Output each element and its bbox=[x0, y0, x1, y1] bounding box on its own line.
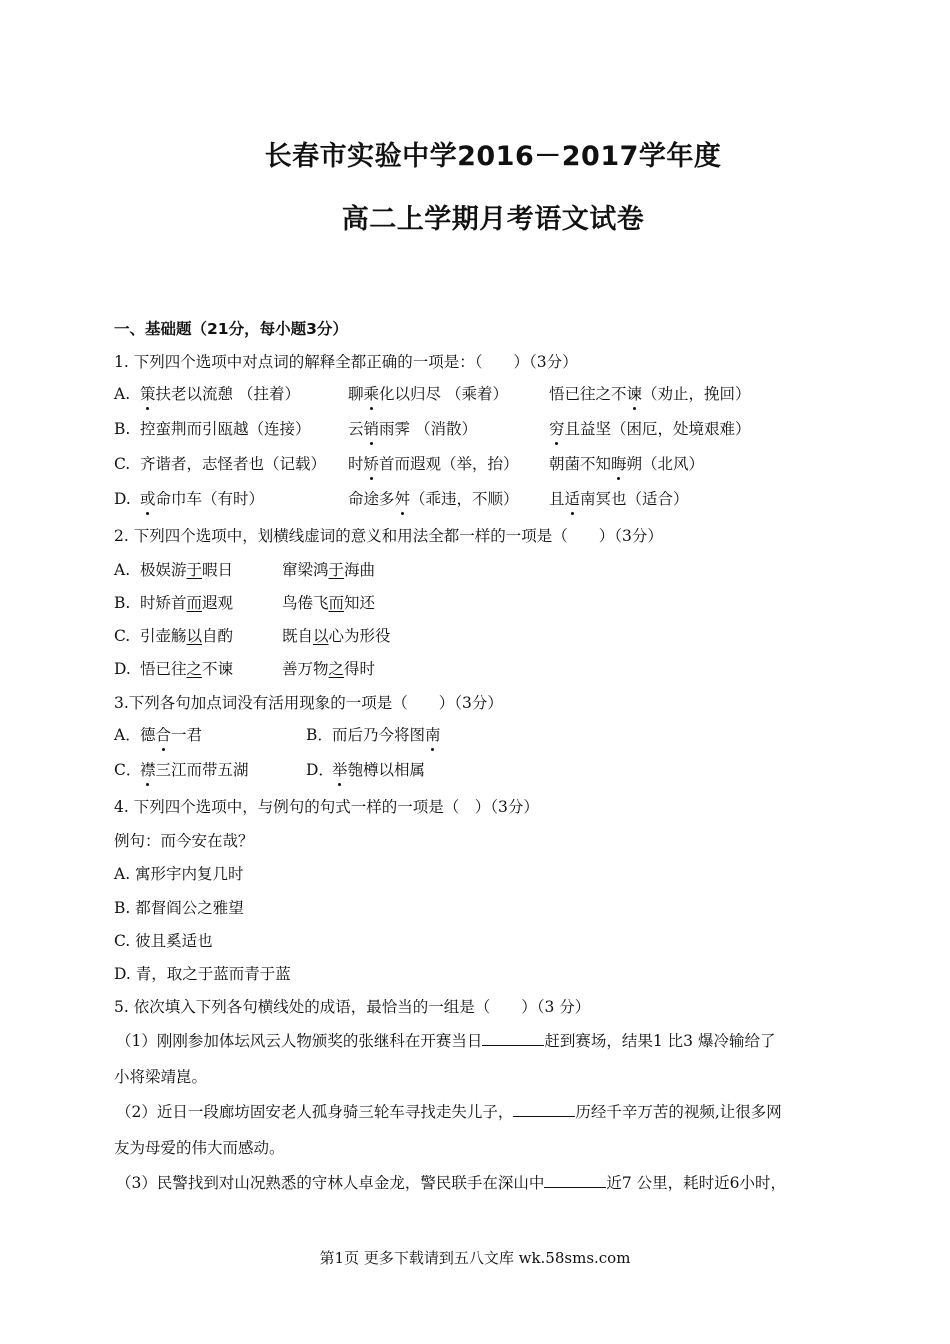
q5-sentence-1-cont: 小将梁靖崑。 bbox=[114, 1068, 208, 1086]
q5-sentence-3: （3）民警找到对山况熟悉的守林人卓金龙，警民联手在深山中 近7 公里，耗时近6小时， bbox=[116, 1174, 787, 1192]
option-label: A. bbox=[114, 385, 131, 403]
q3-option-d: 举匏樽以相属 bbox=[332, 761, 426, 779]
q1-c-col1: 齐谐者，志怪者也（记载） bbox=[140, 455, 327, 473]
q1-c-col2: 时矫首而遐观（举，抬） bbox=[348, 455, 519, 473]
option-label: D. bbox=[114, 490, 131, 508]
q2-d-part1: 悟已往之不谏 bbox=[140, 660, 234, 678]
option-label: D. bbox=[114, 660, 131, 678]
q5-stem: 5. 依次填入下列各句横线处的成语，最恰当的一组是（ ）（3 分） bbox=[114, 998, 591, 1016]
q5-sentence-1: （1）刚刚参加体坛风云人物颁奖的张继科在开赛当日 赶到赛场，结果1 比3 爆冷输给了 bbox=[116, 1032, 776, 1050]
option-label: C． bbox=[114, 761, 142, 779]
option-label: B. bbox=[114, 420, 131, 438]
q1-a-col2: 聊乘化以归尽 （乘着） bbox=[348, 385, 508, 403]
q5-sentence-2-cont: 友为母爱的伟大而感动。 bbox=[114, 1139, 285, 1157]
q2-c-part1: 引壶觞以自酌 bbox=[140, 627, 234, 645]
option-label: B. bbox=[114, 594, 131, 612]
q1-b-col2: 云销雨霁 （消散） bbox=[348, 420, 477, 438]
q1-c-col3: 朝菌不知晦朔（北风） bbox=[549, 455, 705, 473]
option-label: A． bbox=[114, 726, 141, 744]
option-label: B． bbox=[306, 726, 333, 744]
q1-b-col1: 控蛮荆而引瓯越（连接） bbox=[140, 420, 311, 438]
q1-a-col1: 策扶老以流憩 （拄着） bbox=[140, 385, 300, 403]
page-footer: 第1页 更多下载请到五八文库 wk.58sms.com bbox=[319, 1249, 631, 1267]
q1-d-col3: 且适南冥也（适合） bbox=[549, 490, 689, 508]
q4-option-a: A. 寓形宇内复几时 bbox=[114, 865, 244, 883]
q2-c-part2: 既自以心为形役 bbox=[282, 627, 391, 645]
q1-d-col2: 命途多舛（乖违，不顺） bbox=[348, 490, 519, 508]
option-label: C. bbox=[114, 627, 131, 645]
title-line-1: 长春市实验中学2016－2017学年度 bbox=[264, 141, 722, 172]
q1-d-col1: 或命巾车（有时） bbox=[140, 490, 265, 508]
q1-a-col3: 悟已往之不谏（劝止，挽回） bbox=[549, 385, 751, 403]
q3-stem: 3.下列各句加点词没有活用现象的一项是（ ）（3分） bbox=[114, 694, 503, 712]
q4-option-c: C. 彼且奚适也 bbox=[114, 932, 213, 950]
answer-blank[interactable] bbox=[513, 1102, 575, 1117]
answer-blank[interactable] bbox=[482, 1031, 544, 1046]
q3-option-b: 而后乃今将图南 bbox=[332, 726, 441, 744]
title-line-2: 高二上学期月考语文试卷 bbox=[341, 204, 645, 235]
q5-sentence-2: （2）近日一段廊坊固安老人孤身骑三轮车寻找走失儿子， 历经千辛万苦的视频,让很多网 bbox=[116, 1103, 782, 1121]
q3-option-c: 襟三江而带五湖 bbox=[140, 761, 249, 779]
q3-option-a: 德合一君 bbox=[140, 726, 203, 744]
q2-b-part1: 时矫首而遐观 bbox=[140, 594, 234, 612]
q1-stem: 1. 下列四个选项中对点词的解释全都正确的一项是：（ ）（3分） bbox=[114, 353, 578, 371]
q2-a-part2: 窜梁鸿于海曲 bbox=[282, 561, 376, 579]
option-label: A. bbox=[114, 561, 131, 579]
option-label: D． bbox=[306, 761, 334, 779]
option-label: C. bbox=[114, 455, 131, 473]
q2-stem: 2. 下列四个选项中，划横线虚词的意义和用法全都一样的一项是（ ）（3分） bbox=[114, 527, 663, 545]
q4-stem: 4. 下列四个选项中，与例句的句式一样的一项是（ ）（3分） bbox=[114, 798, 539, 816]
q2-d-part2: 善万物之得时 bbox=[282, 660, 376, 678]
answer-blank[interactable] bbox=[544, 1173, 606, 1188]
section-heading: 一、基础题（21分，每小题3分） bbox=[114, 320, 348, 338]
q2-b-part2: 鸟倦飞而知还 bbox=[282, 594, 376, 612]
q4-option-b: B. 都督阎公之雅望 bbox=[114, 899, 244, 917]
q4-option-d: D. 青，取之于蓝而青于蓝 bbox=[114, 965, 291, 983]
q4-example: 例句：而今安在哉？ bbox=[114, 832, 254, 850]
q1-b-col3: 穷且益坚（困厄，处境艰难） bbox=[549, 420, 751, 438]
q2-a-part1: 极娱游于暇日 bbox=[140, 561, 234, 579]
